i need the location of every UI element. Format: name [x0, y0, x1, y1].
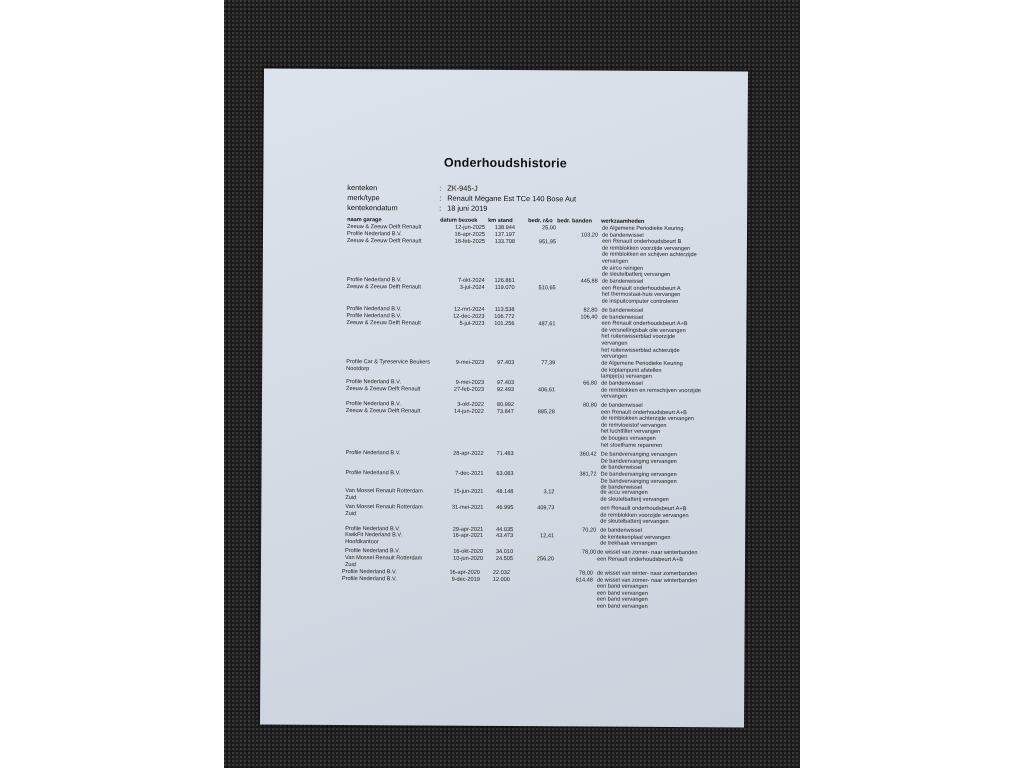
amount-ro: 510,65	[538, 285, 556, 292]
amount-tires: 381,72	[579, 471, 597, 478]
garage-name-line: Zeeuw & Zeeuw Delft Renault	[347, 224, 422, 231]
work-line: de bandenwissel	[600, 402, 643, 409]
visit-date: 9-mei-2023	[455, 359, 485, 366]
visit-date: 18-feb-2025	[454, 238, 485, 245]
garage-name-line: Zeeuw & Zeeuw Delft Renault	[346, 284, 422, 291]
work-block	[600, 490, 669, 504]
garage-name	[347, 284, 421, 291]
km-reading: 63.083	[496, 470, 514, 478]
visit-date: 31-mei-2021	[451, 504, 484, 511]
km-reading: 97.403	[496, 379, 515, 387]
km-reading: 73.847	[496, 408, 514, 416]
work-line: de bandenwissel	[601, 307, 644, 314]
work-line: de bandenwissel	[601, 278, 644, 285]
amount-ro: 409,73	[537, 505, 555, 512]
work-line: vervangen	[600, 393, 628, 400]
visit-date: 16-apr-2020	[449, 569, 480, 576]
garage-name-line: Zeeuw & Zeeuw Delft Renault	[345, 408, 421, 415]
garage-name	[346, 408, 420, 415]
vehicle-separator: :	[439, 193, 442, 203]
garage-name-line: Profile Nederland B.V.	[345, 526, 401, 533]
work-line: de Algemene Periodieke Keuring	[601, 360, 683, 368]
km-reading: 133.708	[494, 238, 515, 246]
garage-name-line: Profile Nederland B.V.	[341, 569, 397, 576]
km-reading: 119.070	[494, 284, 515, 292]
amount-tires: 103,20	[580, 232, 599, 239]
garage-name-line: Van Mossel Renault Rotterdam	[345, 488, 423, 495]
amount-ro: 885,28	[537, 409, 555, 416]
visit-date: 16-apr-2021	[452, 532, 484, 539]
garage-name	[346, 320, 420, 327]
work-line: het luchtfilter vervangen	[600, 428, 661, 436]
visit-date: 3-okt-2022	[457, 401, 484, 408]
garage-name	[345, 532, 402, 546]
work-line: een band vervangen	[596, 583, 648, 591]
vehicle-value: Renault Mégane Est TCe 140 Bose Aut	[447, 193, 577, 204]
garage-name-line: Zuid	[345, 511, 357, 518]
km-reading: 92.493	[496, 386, 515, 394]
vehicle-value: 18 juni 2019	[447, 203, 488, 213]
work-line: de sleutelbatterij vervangen	[601, 271, 671, 279]
km-reading: 12.000	[492, 576, 510, 584]
amount-ro: 406,61	[537, 387, 556, 394]
work-block	[602, 226, 697, 279]
work-line: de accu vervangen	[600, 489, 648, 496]
visit-date: 12-dec-2023	[453, 313, 485, 320]
km-reading: 43.473	[496, 532, 514, 540]
vehicle-row	[347, 193, 576, 203]
km-reading: 101.256	[494, 320, 515, 328]
garage-name	[345, 488, 422, 502]
amount-ro: 25,00	[542, 225, 557, 232]
amount-tires: 78,00	[578, 570, 593, 577]
work-line: de airco reinigen	[601, 265, 644, 272]
work-line: de remblokken voorzijde vervangen	[600, 512, 689, 519]
paper-sheet	[260, 69, 748, 728]
garage-name-line: Zeeuw & Zeeuw Delft Renault	[346, 386, 421, 393]
work-line: de versnellingsbak olie vervangen	[601, 327, 686, 334]
visit-date: 7-okt-2024	[457, 277, 485, 284]
vehicle-separator: :	[439, 203, 442, 213]
garage-name-line: Profile Nederland B.V.	[345, 470, 401, 477]
garage-name-line: Hoofdkantoor	[345, 539, 379, 546]
amount-tires: 614,48	[575, 577, 593, 584]
amount-tires: 106,40	[580, 314, 598, 321]
km-reading: 34.010	[495, 548, 514, 556]
work-line: De bandvervanging vervangen	[600, 471, 677, 479]
amount-tires: 360,42	[579, 451, 597, 458]
work-line: de remblokken en schijven achterzijde	[601, 251, 697, 259]
work-line: vervangen	[601, 258, 628, 265]
visit-date: 16-okt-2020	[453, 548, 484, 555]
work-line: een Renault onderhoudsbeurt B	[601, 238, 682, 246]
garage-name	[345, 504, 422, 518]
visit-date: 28-apr-2022	[453, 450, 484, 457]
header-km: km stand	[488, 217, 513, 225]
work-line: het ruitenwisserblad achterzijde	[601, 347, 680, 354]
amount-ro: 951,95	[538, 239, 556, 246]
vehicle-label: kenteken	[347, 183, 378, 193]
header-work: werkzaamheden	[601, 218, 645, 225]
amount-ro: 487,61	[538, 321, 556, 328]
km-reading: 44.035	[496, 526, 514, 534]
garage-name-line: Van Mossel Renault Rotterdam	[345, 504, 423, 511]
garage-name-line: Profile Nederland B.V.	[346, 306, 402, 313]
visit-date: 15-jun-2021	[453, 488, 484, 495]
document-title: Onderhoudshistorie	[443, 155, 568, 171]
km-reading: 22.032	[492, 569, 510, 577]
work-line: de kentekenplaat vervangen	[600, 534, 671, 541]
garage-name-line: Zeeuw & Zeeuw Delft Renault	[346, 238, 422, 245]
visit-date: 9-mei-2023	[455, 379, 485, 386]
garage-name-line: Profile Nederland B.V.	[346, 379, 401, 386]
work-line: de bandenwissel	[600, 464, 643, 472]
work-line: de Algemene Periodieke Keuring	[602, 225, 684, 233]
amount-ro: 256,20	[536, 556, 555, 563]
work-line: lampje(s) vervangen	[601, 373, 652, 381]
work-block	[600, 528, 670, 548]
work-line: de bougies vervangen	[600, 435, 656, 442]
km-reading: 46.995	[496, 504, 514, 512]
header-garage: naam garage	[347, 217, 382, 224]
km-reading: 24.505	[495, 555, 514, 563]
work-line: het thermostaat-huis vervangen	[601, 291, 681, 299]
work-line: het ruitenwisserblad voorzijde	[601, 333, 676, 341]
garage-name-line: Van Mossel Renault Rotterdam	[345, 555, 423, 562]
visit-date: 10-jun-2020	[453, 555, 484, 562]
garage-name-line: Profile Nederland B.V.	[346, 277, 402, 284]
header-ro: bedr. r&o	[528, 218, 553, 225]
garage-name-line: Nootdorp	[346, 366, 370, 373]
garage-name	[346, 470, 401, 477]
amount-ro: 3,12	[543, 489, 555, 496]
garage-name-line: Profile Nederland B.V.	[345, 401, 401, 408]
vehicle-label: merk/type	[347, 193, 380, 203]
work-line: de koplampunit afstellen	[601, 367, 662, 374]
visit-date: 7-dec-2021	[455, 470, 484, 477]
work-block	[602, 279, 681, 306]
work-line: een band vervangen	[596, 603, 648, 610]
visit-date: 12-mrt-2024	[454, 306, 485, 313]
work-line: een Renault onderhoudsbeurt A+B	[596, 556, 684, 563]
garage-name-line: KwikFit Nederland B.V.	[345, 532, 403, 539]
amount-tires: 66,80	[583, 380, 598, 387]
garage-name	[347, 238, 421, 245]
work-block	[601, 361, 683, 381]
work-line: de wissel van zomer- naar winterbanden	[596, 577, 698, 584]
work-line: het stoelframe repareren	[600, 442, 662, 449]
km-reading: 137.197	[494, 231, 516, 239]
work-block	[600, 506, 688, 526]
garage-name-line: Profile Nederland B.V.	[341, 576, 397, 583]
work-line: een band vervangen	[596, 596, 648, 604]
garage-name-line: Zeeuw & Zeeuw Delft Renault	[346, 320, 421, 327]
garage-name-line: Zuid	[344, 562, 356, 569]
visit-date: 3-jul-2024	[459, 284, 485, 291]
visit-date: 16-apr-2025	[454, 231, 486, 238]
header-banden: bedr. banden	[557, 218, 592, 225]
visit-date: 27-feb-2023	[453, 386, 485, 393]
visit-date: 9-dec-2019	[451, 576, 480, 583]
work-line: de remblokken voorzijde vervangen	[601, 245, 691, 252]
work-block	[601, 403, 694, 450]
garage-name-line: Profile Nederland B.V.	[345, 450, 401, 457]
work-line: vervangen	[601, 353, 628, 360]
vehicle-separator: :	[439, 183, 442, 193]
work-block	[601, 308, 687, 361]
work-line: De bandvervanging vervangen	[600, 478, 677, 485]
km-reading: 97.403	[497, 359, 515, 367]
amount-ro: 12,41	[540, 533, 555, 540]
amount-ro: 77,39	[541, 360, 556, 367]
garage-name-line: Profile Nederland B.V.	[346, 231, 402, 238]
amount-tires: 82,80	[583, 307, 598, 314]
garage-name-line: Profile Car & Tyreservice Beukers	[346, 359, 431, 366]
work-line: de remvloeistof vervangen	[600, 422, 667, 429]
work-line: de remblokken achterzijde vervangen	[600, 415, 694, 423]
km-reading: 126.861	[494, 277, 515, 285]
km-reading: 80.992	[496, 401, 514, 409]
amount-tires: 80,80	[582, 402, 597, 409]
work-block	[601, 381, 701, 401]
visit-date: 5-jul-2023	[459, 320, 485, 327]
work-line: de remblokken en remschijven voorzijde	[601, 387, 701, 394]
work-line: een Renault onderhoudsbeurt A+B	[600, 505, 687, 513]
work-line: een Renault onderhoudsbeurt A+B	[600, 409, 687, 416]
garage-name	[342, 576, 397, 583]
km-reading: 106.772	[494, 313, 515, 321]
garage-name	[345, 555, 422, 569]
work-line: de wissel van winter- naar zomerbanden	[596, 570, 698, 578]
work-block	[597, 571, 698, 611]
work-line: vervangen	[601, 340, 628, 347]
work-line: de sleutelbatterij vervangen	[600, 496, 669, 503]
km-reading: 138.944	[494, 224, 516, 232]
work-line: een band vervangen	[596, 590, 648, 597]
visit-date: 29-apr-2021	[452, 526, 484, 533]
garage-name	[346, 359, 430, 374]
work-line: de bandenwissel	[600, 484, 643, 492]
work-line: De bandvervanging vervangen	[600, 458, 677, 465]
vehicle-row	[347, 183, 477, 193]
work-block	[601, 452, 677, 472]
visit-date: 12-jun-2025	[455, 224, 486, 231]
amount-tires: 70,20	[582, 527, 597, 534]
work-line: de wissel van zomer- naar winterbanden	[597, 549, 698, 557]
work-line: de sleutelbatterij vervangen	[600, 518, 669, 526]
vehicle-label: kentekendatum	[347, 203, 398, 213]
km-reading: 71.483	[496, 450, 514, 458]
amount-tires: 78,00	[582, 549, 597, 556]
work-line: de bandenwissel	[600, 527, 642, 534]
work-line: de bandenwissel	[601, 232, 644, 239]
km-reading: 48.148	[496, 488, 514, 496]
garage-name	[346, 450, 401, 457]
garage-name-line: Zuid	[345, 495, 357, 502]
vehicle-row	[347, 203, 487, 213]
work-line: de bandenwissel	[601, 314, 644, 321]
work-line: een Renault onderhoudsbeurt A	[601, 285, 681, 292]
work-block	[597, 550, 698, 564]
vehicle-value: ZK-945-J	[447, 183, 478, 193]
header-date: datum bezoek	[440, 217, 478, 224]
km-reading: 113.538	[494, 306, 515, 314]
garage-name-line: Profile Nederland B.V.	[346, 313, 402, 320]
work-line: de inspuitcomputer controleren	[601, 298, 679, 305]
work-line: De bandvervanging vervangen	[600, 451, 677, 459]
amount-tires: 445,88	[580, 278, 598, 285]
work-line: een Renault onderhoudsbeurt A+B	[601, 320, 688, 328]
garage-name-line: Profile Nederland B.V.	[345, 548, 400, 555]
visit-date: 14-jun-2022	[454, 408, 484, 415]
work-line: de trekhaak vervangen	[600, 540, 658, 548]
garage-name	[346, 386, 420, 393]
work-line: de bandenwissel	[601, 380, 643, 387]
